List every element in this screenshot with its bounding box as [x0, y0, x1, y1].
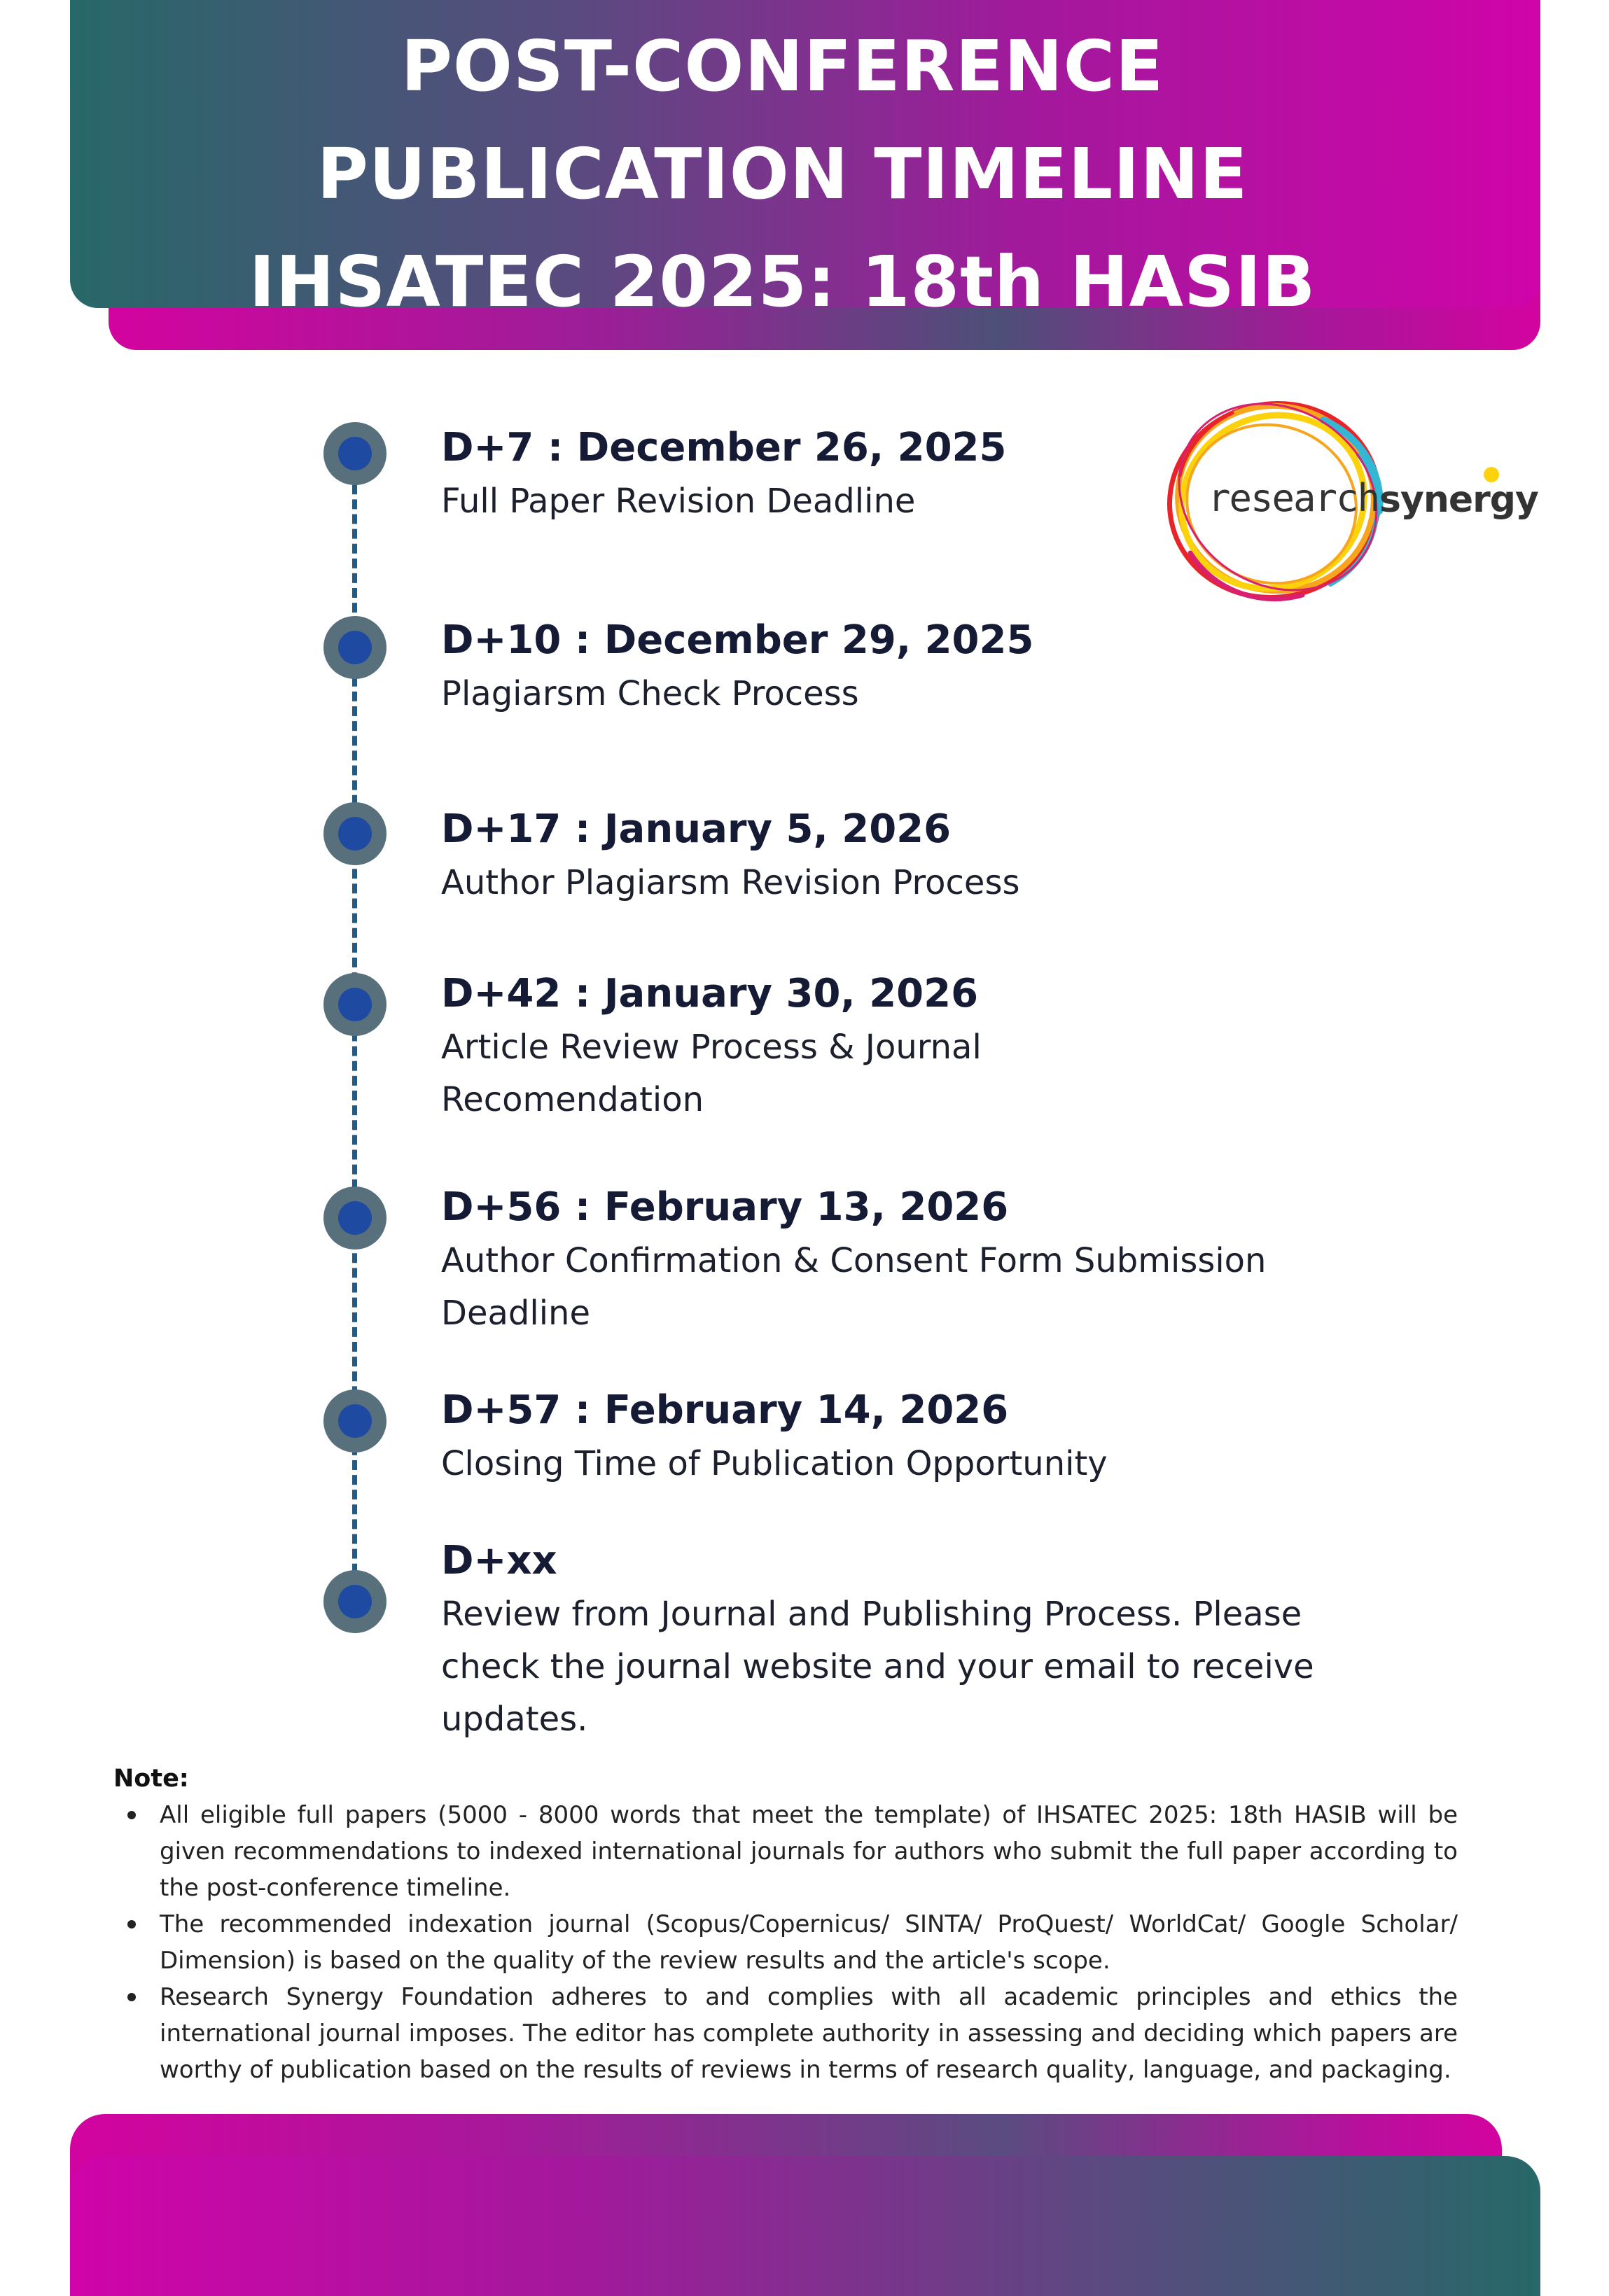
page-title: [70, 13, 1495, 336]
note-item: [160, 1906, 1458, 1979]
timeline-dot-icon: [323, 422, 386, 485]
bullet-icon: [127, 1920, 136, 1928]
timeline-dot-icon: [323, 1186, 386, 1250]
milestone-heading: D+57 : February 14, 2026: [441, 1387, 1009, 1433]
timeline-dot-icon: [323, 973, 386, 1036]
milestone-heading: D+42 : January 30, 2026: [441, 971, 979, 1016]
note-item: [160, 1979, 1458, 2088]
note-text: The recommended indexation journal (Scopus/Copernicus/ SINTA/ ProQuest/ WorldCat/ Google Scholar/ Dimension) is based on the quality of the review results and the article's scope.: [160, 1910, 1458, 1975]
logo-word-research: research: [1208, 476, 1379, 520]
timeline-dot-icon: [323, 802, 386, 865]
title-line-3: IHSATEC 2025: 18th HASIB: [249, 241, 1316, 323]
milestone-heading: D+7 : December 26, 2025: [441, 425, 1007, 470]
timeline-dot-icon: [323, 1390, 386, 1452]
footer-banner: [70, 2156, 1540, 2296]
milestone-description: Author Plagiarsm Revision Process: [441, 863, 1020, 902]
milestone-heading: D+56 : February 13, 2026: [441, 1184, 1009, 1230]
milestone-d10: [441, 616, 1407, 720]
timeline-dot-icon: [323, 616, 386, 679]
note-list: [113, 1797, 1458, 2088]
notes-section: [113, 1760, 1458, 2088]
milestone-dxx: [441, 1536, 1372, 1746]
milestone-description: Closing Time of Publication Opportunity: [441, 1444, 1108, 1483]
bullet-icon: [127, 1811, 136, 1819]
bullet-icon: [127, 1993, 136, 2001]
milestone-description: Article Review Process & Journal Recomendation: [441, 1028, 982, 1119]
milestone-d17: [441, 805, 1407, 909]
title-line-2: PUBLICATION TIMELINE: [316, 133, 1248, 215]
milestone-d7: [441, 424, 1407, 528]
milestone-description: Author Confirmation & Consent Form Submission Deadline: [441, 1241, 1267, 1333]
milestone-d42: [441, 969, 1141, 1126]
timeline-dot-icon: [323, 1570, 386, 1633]
milestone-description: Plagiarsm Check Process: [441, 674, 859, 713]
milestone-heading: D+10 : December 29, 2025: [441, 617, 1034, 663]
note-text: All eligible full papers (5000 - 8000 words that meet the template) of IHSATEC 2025: 18th HASIB will be given recommendations to indexed international journals for authors who submit the full paper according to the post-conference timeline.: [160, 1801, 1458, 1902]
milestone-heading: D+xx: [441, 1538, 557, 1583]
note-text: Research Synergy Foundation adheres to and complies with all academic principles and ethics the international journal imposes. The editor has complete authority in assessing and deciding which papers are worthy of publication based on the results of reviews in terms of research quality, language, and packaging.: [160, 1983, 1458, 2084]
logo-word-synergy: synergy: [1379, 479, 1538, 521]
note-item: [160, 1797, 1458, 1906]
milestone-description: Full Paper Revision Deadline: [441, 482, 916, 521]
title-line-1: POST-CONFERENCE: [400, 25, 1164, 107]
note-label: Note:: [113, 1765, 189, 1793]
milestone-description: Review from Journal and Publishing Process. Please check the journal website and your email to receive updates.: [441, 1595, 1314, 1739]
milestone-d57: [441, 1386, 1407, 1490]
milestone-heading: D+17 : January 5, 2026: [441, 806, 952, 852]
milestone-d56: [441, 1183, 1351, 1340]
